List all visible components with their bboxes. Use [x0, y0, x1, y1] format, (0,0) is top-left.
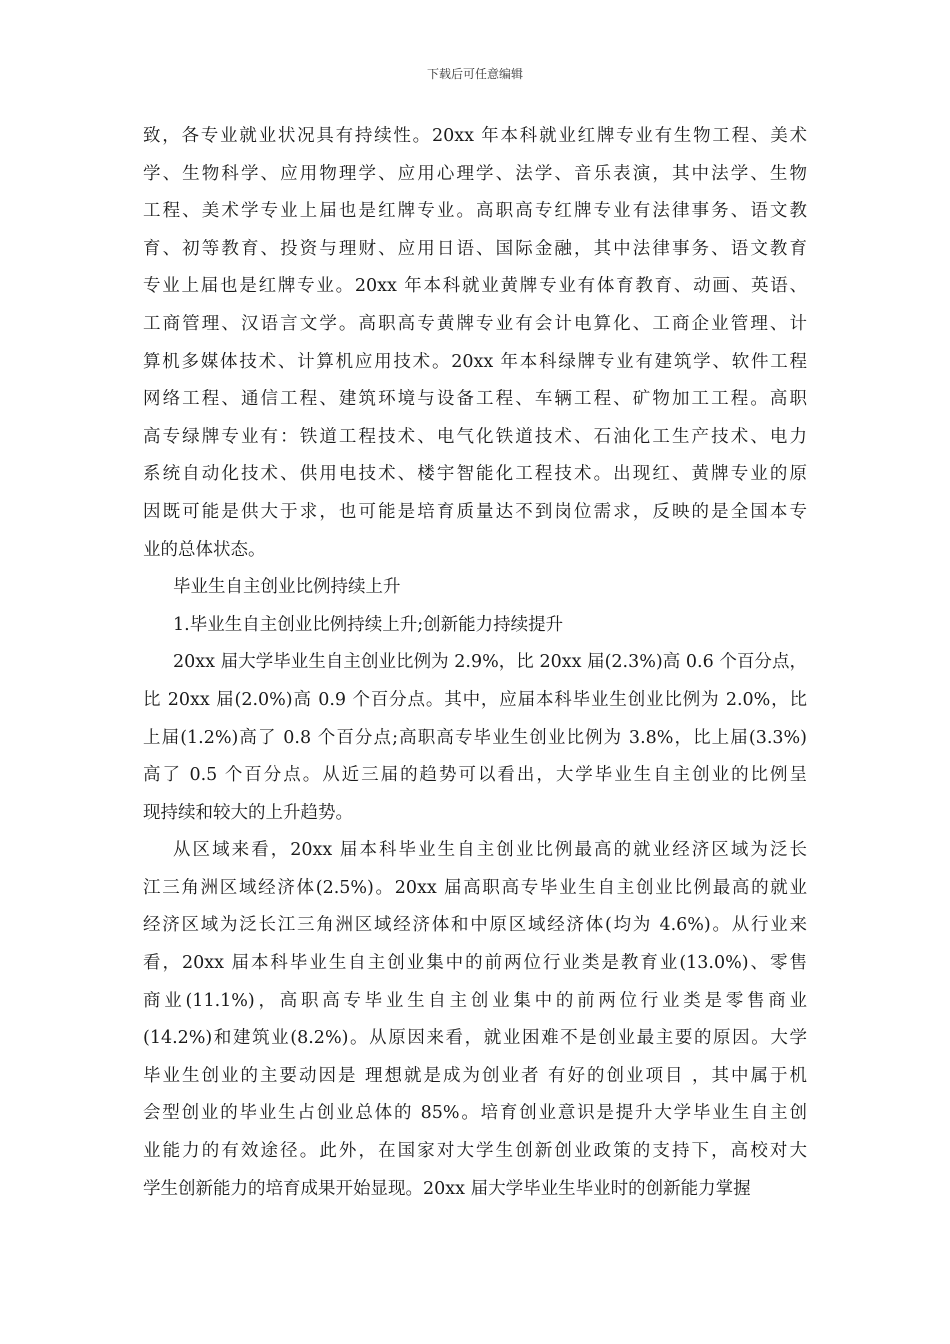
text-line: 业的总体状态。: [143, 539, 266, 560]
page-header: 下载后可任意编辑: [426, 67, 523, 81]
text-line: 专业上届也是红牌专业。20xx 年本科就业黄牌专业有体育教育、动画、英语、: [143, 276, 807, 297]
text-line: 现持续和较大的上升趋势。: [143, 802, 353, 823]
text-line: (14.2%)和建筑业(8.2%)。从原因来看，就业困难不是创业最主要的原因。大学: [143, 1028, 807, 1049]
paragraph: [143, 607, 807, 645]
text-line: 商业(11.1%)，高职高专毕业生自主创业集中的前两位行业类是零售商业: [143, 990, 807, 1011]
text-line: 江三角洲区域经济体(2.5%)。20xx 届高职高专毕业生自主创业比例最高的就业: [143, 877, 807, 898]
paragraph: [143, 832, 807, 1208]
text-line: 学、生物科学、应用物理学、应用心理学、法学、音乐表演，其中法学、生物: [143, 163, 807, 184]
text-line: 工商管理、汉语言文学。高职高专黄牌专业有会计电算化、工商企业管理、计: [143, 313, 807, 334]
text-line: 因既可能是供大于求，也可能是培育质量达不到岗位需求，反映的是全国本专: [143, 501, 807, 522]
paragraph: [143, 118, 807, 569]
text-line: 高了 0.5 个百分点。从近三届的趋势可以看出，大学毕业生自主创业的比例呈: [143, 765, 807, 786]
text-line: 毕业生创业的主要动因是 理想就是成为创业者 有好的创业项目 ，其中属于机: [143, 1065, 807, 1086]
text-line: 毕业生自主创业比例持续上升: [173, 577, 401, 598]
paragraph: [143, 644, 807, 832]
text-line: 工程、美术学专业上届也是红牌专业。高职高专红牌专业有法律事务、语文教: [143, 201, 807, 222]
text-line: 育、初等教育、投资与理财、应用日语、国际金融，其中法律事务、语文教育: [143, 238, 807, 259]
text-line: 会型创业的毕业生占创业总体的 85%。培育创业意识是提升大学毕业生自主创: [143, 1103, 807, 1124]
paragraph: [143, 569, 807, 607]
text-line: 业能力的有效途径。此外，在国家对大学生创新创业政策的支持下，高校对大: [143, 1141, 807, 1162]
text-line: 网络工程、通信工程、建筑环境与设备工程、车辆工程、矿物加工工程。高职: [143, 389, 807, 410]
text-line: 系统自动化技术、供用电技术、楼宇智能化工程技术。出现红、黄牌专业的原: [143, 464, 807, 485]
text-line: 看，20xx 届本科毕业生自主创业集中的前两位行业类是教育业(13.0%)、零售: [143, 953, 807, 974]
text-line: 20xx 届大学毕业生自主创业比例为 2.9%，比 20xx 届(2.3%)高 0.6 个百分点，: [173, 652, 807, 673]
document-body: [143, 118, 807, 1208]
text-line: 高专绿牌专业有：铁道工程技术、电气化铁道技术、石油化工生产技术、电力: [143, 426, 807, 447]
text-line: 比 20xx 届(2.0%)高 0.9 个百分点。其中，应届本科毕业生创业比例为 2.0%，比: [143, 689, 807, 710]
text-line: 致，各专业就业状况具有持续性。20xx 年本科就业红牌专业有生物工程、美术: [143, 126, 807, 146]
text-line: 学生创新能力的培育成果开始显现。20xx 届大学毕业生毕业时的创新能力掌握: [143, 1178, 751, 1199]
text-line: 上届(1.2%)高了 0.8 个百分点;高职高专毕业生创业比例为 3.8%，比上届(3.3%): [143, 727, 807, 748]
text-line: 经济区域为泛长江三角洲区域经济体和中原区域经济体(均为 4.6%)。从行业来: [143, 915, 807, 936]
text-line: 算机多媒体技术、计算机应用技术。20xx 年本科绿牌专业有建筑学、软件工程: [143, 351, 807, 372]
text-line: 从区域来看，20xx 届本科毕业生自主创业比例最高的就业经济区域为泛长: [173, 840, 807, 861]
text-line: 1.毕业生自主创业比例持续上升;创新能力持续提升: [173, 614, 564, 635]
